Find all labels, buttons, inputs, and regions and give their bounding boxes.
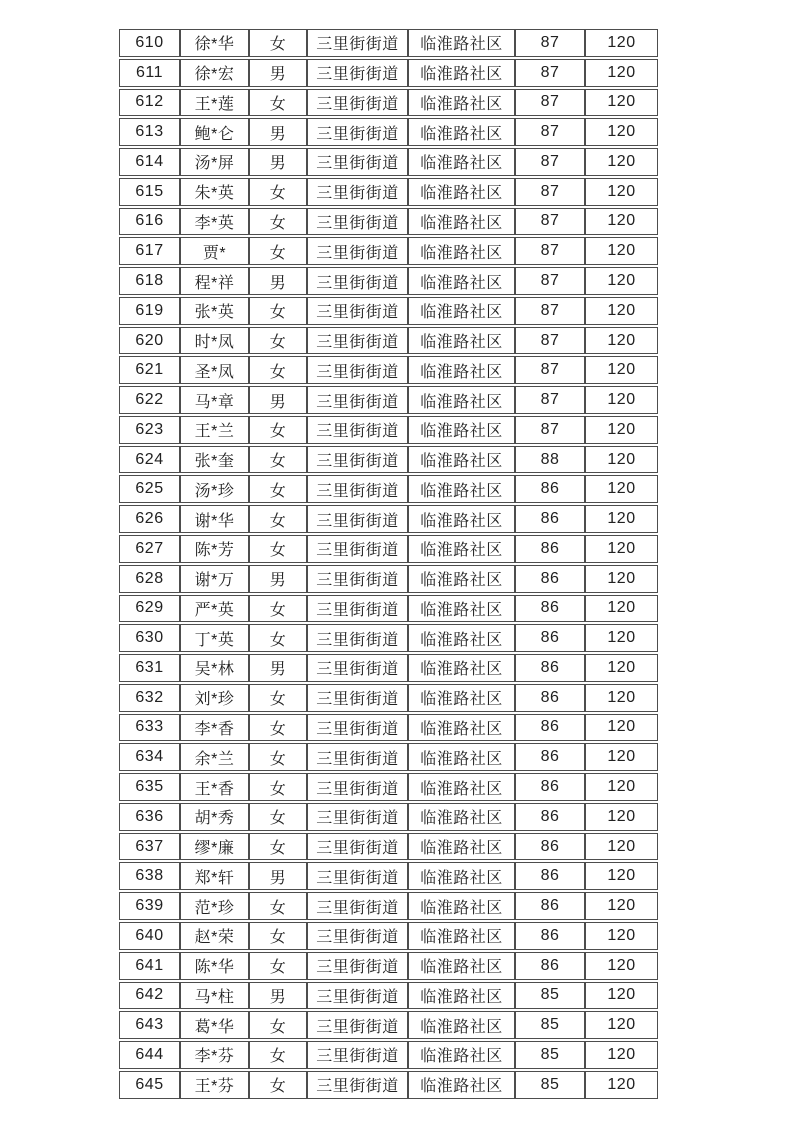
cell-quota: 120: [585, 743, 658, 771]
cell-gender: 女: [249, 595, 307, 623]
cell-quota: 120: [585, 267, 658, 295]
cell-gender: 女: [249, 803, 307, 831]
cell-community: 临淮路社区: [408, 624, 515, 652]
cell-gender: 女: [249, 773, 307, 801]
table-row: [119, 178, 658, 206]
cell-street: 三里街街道: [307, 208, 408, 236]
cell-gender: 女: [249, 833, 307, 861]
cell-community: 临淮路社区: [408, 803, 515, 831]
cell-street: 三里街街道: [307, 59, 408, 87]
cell-quota: 120: [585, 922, 658, 950]
table-row: [119, 833, 658, 861]
cell-gender: 女: [249, 892, 307, 920]
cell-name: 陈*华: [180, 952, 249, 980]
cell-serial: 635: [119, 773, 180, 801]
cell-name: 谢*万: [180, 565, 249, 593]
cell-score: 86: [515, 535, 585, 563]
cell-name: 汤*屏: [180, 148, 249, 176]
cell-street: 三里街街道: [307, 595, 408, 623]
cell-street: 三里街街道: [307, 862, 408, 890]
cell-name: 范*珍: [180, 892, 249, 920]
cell-gender: 女: [249, 505, 307, 533]
cell-name: 王*兰: [180, 416, 249, 444]
cell-street: 三里街街道: [307, 833, 408, 861]
cell-community: 临淮路社区: [408, 267, 515, 295]
cell-quota: 120: [585, 862, 658, 890]
cell-gender: 女: [249, 237, 307, 265]
table-row: [119, 714, 658, 742]
cell-quota: 120: [585, 475, 658, 503]
cell-community: 临淮路社区: [408, 29, 515, 57]
cell-serial: 610: [119, 29, 180, 57]
cell-name: 谢*华: [180, 505, 249, 533]
cell-serial: 628: [119, 565, 180, 593]
cell-gender: 女: [249, 952, 307, 980]
cell-name: 余*兰: [180, 743, 249, 771]
table-row: [119, 29, 658, 57]
cell-score: 86: [515, 862, 585, 890]
cell-community: 临淮路社区: [408, 148, 515, 176]
cell-gender: 女: [249, 178, 307, 206]
table-row: [119, 118, 658, 146]
cell-street: 三里街街道: [307, 803, 408, 831]
cell-street: 三里街街道: [307, 922, 408, 950]
cell-gender: 男: [249, 862, 307, 890]
cell-street: 三里街街道: [307, 237, 408, 265]
cell-serial: 617: [119, 237, 180, 265]
cell-gender: 女: [249, 714, 307, 742]
cell-community: 临淮路社区: [408, 446, 515, 474]
cell-street: 三里街街道: [307, 118, 408, 146]
table-row: [119, 1041, 658, 1069]
cell-street: 三里街街道: [307, 416, 408, 444]
cell-score: 85: [515, 1071, 585, 1099]
cell-score: 87: [515, 416, 585, 444]
cell-gender: 女: [249, 624, 307, 652]
cell-name: 葛*华: [180, 1011, 249, 1039]
cell-score: 86: [515, 565, 585, 593]
cell-street: 三里街街道: [307, 356, 408, 384]
cell-quota: 120: [585, 148, 658, 176]
cell-score: 86: [515, 892, 585, 920]
table-row: [119, 446, 658, 474]
cell-name: 张*奎: [180, 446, 249, 474]
cell-gender: 女: [249, 356, 307, 384]
table-row: [119, 267, 658, 295]
cell-gender: 男: [249, 118, 307, 146]
cell-community: 临淮路社区: [408, 297, 515, 325]
cell-street: 三里街街道: [307, 535, 408, 563]
cell-serial: 639: [119, 892, 180, 920]
cell-serial: 623: [119, 416, 180, 444]
cell-name: 汤*珍: [180, 475, 249, 503]
cell-name: 马*柱: [180, 982, 249, 1010]
table-row: [119, 595, 658, 623]
cell-score: 87: [515, 118, 585, 146]
cell-quota: 120: [585, 654, 658, 682]
table-row: [119, 208, 658, 236]
cell-quota: 120: [585, 386, 658, 414]
cell-community: 临淮路社区: [408, 118, 515, 146]
cell-community: 临淮路社区: [408, 1011, 515, 1039]
roster-table: [119, 27, 658, 1101]
cell-quota: 120: [585, 29, 658, 57]
cell-score: 87: [515, 89, 585, 117]
table-row: [119, 297, 658, 325]
cell-serial: 626: [119, 505, 180, 533]
cell-serial: 615: [119, 178, 180, 206]
cell-name: 李*香: [180, 714, 249, 742]
table-row: [119, 89, 658, 117]
cell-community: 临淮路社区: [408, 952, 515, 980]
cell-score: 86: [515, 803, 585, 831]
cell-serial: 616: [119, 208, 180, 236]
cell-gender: 女: [249, 684, 307, 712]
cell-gender: 男: [249, 982, 307, 1010]
cell-serial: 619: [119, 297, 180, 325]
cell-street: 三里街街道: [307, 1011, 408, 1039]
cell-community: 临淮路社区: [408, 833, 515, 861]
cell-serial: 620: [119, 327, 180, 355]
cell-quota: 120: [585, 297, 658, 325]
cell-street: 三里街街道: [307, 982, 408, 1010]
cell-quota: 120: [585, 952, 658, 980]
cell-community: 临淮路社区: [408, 743, 515, 771]
cell-name: 郑*轩: [180, 862, 249, 890]
cell-street: 三里街街道: [307, 684, 408, 712]
cell-serial: 636: [119, 803, 180, 831]
cell-score: 87: [515, 297, 585, 325]
cell-serial: 614: [119, 148, 180, 176]
cell-street: 三里街街道: [307, 475, 408, 503]
cell-gender: 女: [249, 475, 307, 503]
cell-community: 临淮路社区: [408, 654, 515, 682]
cell-quota: 120: [585, 416, 658, 444]
cell-name: 张*英: [180, 297, 249, 325]
cell-community: 临淮路社区: [408, 356, 515, 384]
cell-score: 86: [515, 624, 585, 652]
cell-community: 临淮路社区: [408, 684, 515, 712]
cell-street: 三里街街道: [307, 267, 408, 295]
cell-quota: 120: [585, 535, 658, 563]
cell-quota: 120: [585, 505, 658, 533]
cell-score: 87: [515, 29, 585, 57]
table-row: [119, 862, 658, 890]
table-row: [119, 982, 658, 1010]
cell-score: 86: [515, 654, 585, 682]
table-row: [119, 624, 658, 652]
cell-name: 徐*华: [180, 29, 249, 57]
cell-name: 马*章: [180, 386, 249, 414]
cell-score: 86: [515, 684, 585, 712]
table-row: [119, 684, 658, 712]
cell-serial: 638: [119, 862, 180, 890]
cell-community: 临淮路社区: [408, 714, 515, 742]
cell-quota: 120: [585, 356, 658, 384]
cell-quota: 120: [585, 982, 658, 1010]
cell-score: 85: [515, 1041, 585, 1069]
cell-gender: 女: [249, 1071, 307, 1099]
cell-quota: 120: [585, 595, 658, 623]
cell-quota: 120: [585, 624, 658, 652]
cell-community: 临淮路社区: [408, 59, 515, 87]
cell-street: 三里街街道: [307, 29, 408, 57]
cell-gender: 女: [249, 29, 307, 57]
cell-name: 贾*: [180, 237, 249, 265]
cell-serial: 625: [119, 475, 180, 503]
cell-serial: 640: [119, 922, 180, 950]
cell-community: 临淮路社区: [408, 89, 515, 117]
cell-serial: 612: [119, 89, 180, 117]
cell-community: 临淮路社区: [408, 595, 515, 623]
cell-community: 临淮路社区: [408, 327, 515, 355]
cell-score: 86: [515, 833, 585, 861]
cell-name: 鲍*仑: [180, 118, 249, 146]
table-row: [119, 475, 658, 503]
cell-score: 87: [515, 237, 585, 265]
cell-serial: 641: [119, 952, 180, 980]
cell-score: 86: [515, 952, 585, 980]
cell-community: 临淮路社区: [408, 237, 515, 265]
cell-street: 三里街街道: [307, 773, 408, 801]
cell-score: 86: [515, 743, 585, 771]
cell-quota: 120: [585, 803, 658, 831]
cell-community: 临淮路社区: [408, 386, 515, 414]
cell-gender: 女: [249, 297, 307, 325]
table-row: [119, 654, 658, 682]
cell-community: 临淮路社区: [408, 1071, 515, 1099]
cell-serial: 621: [119, 356, 180, 384]
table-row: [119, 892, 658, 920]
cell-gender: 女: [249, 208, 307, 236]
cell-quota: 120: [585, 89, 658, 117]
cell-gender: 男: [249, 267, 307, 295]
cell-community: 临淮路社区: [408, 475, 515, 503]
cell-serial: 642: [119, 982, 180, 1010]
cell-street: 三里街街道: [307, 624, 408, 652]
cell-gender: 女: [249, 446, 307, 474]
cell-name: 王*芬: [180, 1071, 249, 1099]
cell-score: 86: [515, 714, 585, 742]
cell-serial: 633: [119, 714, 180, 742]
cell-gender: 男: [249, 565, 307, 593]
cell-score: 85: [515, 1011, 585, 1039]
cell-community: 临淮路社区: [408, 178, 515, 206]
cell-name: 赵*荣: [180, 922, 249, 950]
cell-quota: 120: [585, 892, 658, 920]
cell-serial: 618: [119, 267, 180, 295]
cell-quota: 120: [585, 446, 658, 474]
cell-gender: 女: [249, 89, 307, 117]
cell-quota: 120: [585, 773, 658, 801]
cell-gender: 女: [249, 1011, 307, 1039]
cell-serial: 622: [119, 386, 180, 414]
table-row: [119, 922, 658, 950]
cell-name: 李*芬: [180, 1041, 249, 1069]
cell-community: 临淮路社区: [408, 565, 515, 593]
table-row: [119, 565, 658, 593]
cell-name: 王*莲: [180, 89, 249, 117]
cell-serial: 630: [119, 624, 180, 652]
cell-street: 三里街街道: [307, 386, 408, 414]
cell-gender: 女: [249, 743, 307, 771]
table-row: [119, 148, 658, 176]
cell-serial: 611: [119, 59, 180, 87]
cell-community: 临淮路社区: [408, 1041, 515, 1069]
cell-gender: 女: [249, 416, 307, 444]
cell-name: 李*英: [180, 208, 249, 236]
cell-gender: 男: [249, 386, 307, 414]
cell-name: 缪*廉: [180, 833, 249, 861]
cell-name: 圣*凤: [180, 356, 249, 384]
table-row: [119, 773, 658, 801]
cell-street: 三里街街道: [307, 952, 408, 980]
cell-quota: 120: [585, 178, 658, 206]
cell-score: 86: [515, 922, 585, 950]
cell-quota: 120: [585, 1071, 658, 1099]
table-row: [119, 535, 658, 563]
cell-quota: 120: [585, 1011, 658, 1039]
cell-score: 87: [515, 267, 585, 295]
table-row: [119, 505, 658, 533]
cell-name: 徐*宏: [180, 59, 249, 87]
table-row: [119, 59, 658, 87]
cell-serial: 629: [119, 595, 180, 623]
cell-serial: 644: [119, 1041, 180, 1069]
table-row: [119, 237, 658, 265]
table-row: [119, 952, 658, 980]
cell-community: 临淮路社区: [408, 892, 515, 920]
cell-community: 临淮路社区: [408, 208, 515, 236]
cell-score: 86: [515, 773, 585, 801]
cell-gender: 女: [249, 922, 307, 950]
cell-name: 吴*林: [180, 654, 249, 682]
cell-name: 严*英: [180, 595, 249, 623]
cell-quota: 120: [585, 208, 658, 236]
cell-score: 86: [515, 505, 585, 533]
table-row: [119, 327, 658, 355]
cell-score: 87: [515, 148, 585, 176]
table-body: [119, 29, 658, 1099]
table-row: [119, 743, 658, 771]
cell-quota: 120: [585, 118, 658, 146]
cell-score: 87: [515, 327, 585, 355]
cell-name: 丁*英: [180, 624, 249, 652]
table-row: [119, 1071, 658, 1099]
cell-quota: 120: [585, 565, 658, 593]
cell-community: 临淮路社区: [408, 535, 515, 563]
cell-serial: 637: [119, 833, 180, 861]
cell-gender: 男: [249, 59, 307, 87]
cell-score: 87: [515, 386, 585, 414]
cell-serial: 627: [119, 535, 180, 563]
table-row: [119, 386, 658, 414]
cell-score: 87: [515, 356, 585, 384]
cell-gender: 女: [249, 1041, 307, 1069]
cell-serial: 631: [119, 654, 180, 682]
cell-community: 临淮路社区: [408, 922, 515, 950]
table-row: [119, 1011, 658, 1039]
cell-street: 三里街街道: [307, 743, 408, 771]
cell-score: 88: [515, 446, 585, 474]
cell-quota: 120: [585, 1041, 658, 1069]
cell-serial: 634: [119, 743, 180, 771]
cell-quota: 120: [585, 684, 658, 712]
cell-quota: 120: [585, 327, 658, 355]
cell-street: 三里街街道: [307, 505, 408, 533]
cell-score: 87: [515, 59, 585, 87]
table-row: [119, 803, 658, 831]
cell-street: 三里街街道: [307, 654, 408, 682]
cell-quota: 120: [585, 833, 658, 861]
cell-community: 临淮路社区: [408, 982, 515, 1010]
cell-quota: 120: [585, 714, 658, 742]
cell-street: 三里街街道: [307, 714, 408, 742]
cell-score: 85: [515, 982, 585, 1010]
cell-score: 87: [515, 178, 585, 206]
cell-street: 三里街街道: [307, 565, 408, 593]
table-row: [119, 356, 658, 384]
cell-community: 临淮路社区: [408, 505, 515, 533]
cell-community: 临淮路社区: [408, 773, 515, 801]
cell-gender: 男: [249, 148, 307, 176]
cell-community: 临淮路社区: [408, 862, 515, 890]
cell-street: 三里街街道: [307, 297, 408, 325]
cell-score: 86: [515, 595, 585, 623]
cell-serial: 613: [119, 118, 180, 146]
cell-street: 三里街街道: [307, 1071, 408, 1099]
cell-street: 三里街街道: [307, 446, 408, 474]
cell-score: 87: [515, 208, 585, 236]
cell-serial: 645: [119, 1071, 180, 1099]
cell-name: 时*凤: [180, 327, 249, 355]
cell-street: 三里街街道: [307, 178, 408, 206]
cell-gender: 女: [249, 327, 307, 355]
cell-serial: 632: [119, 684, 180, 712]
cell-name: 朱*英: [180, 178, 249, 206]
cell-street: 三里街街道: [307, 148, 408, 176]
cell-quota: 120: [585, 237, 658, 265]
cell-gender: 男: [249, 654, 307, 682]
cell-name: 陈*芳: [180, 535, 249, 563]
cell-name: 王*香: [180, 773, 249, 801]
table-row: [119, 416, 658, 444]
cell-community: 临淮路社区: [408, 416, 515, 444]
cell-street: 三里街街道: [307, 892, 408, 920]
cell-serial: 624: [119, 446, 180, 474]
cell-street: 三里街街道: [307, 89, 408, 117]
cell-name: 刘*珍: [180, 684, 249, 712]
cell-street: 三里街街道: [307, 327, 408, 355]
cell-quota: 120: [585, 59, 658, 87]
cell-name: 胡*秀: [180, 803, 249, 831]
cell-score: 86: [515, 475, 585, 503]
cell-street: 三里街街道: [307, 1041, 408, 1069]
cell-serial: 643: [119, 1011, 180, 1039]
cell-name: 程*祥: [180, 267, 249, 295]
cell-gender: 女: [249, 535, 307, 563]
